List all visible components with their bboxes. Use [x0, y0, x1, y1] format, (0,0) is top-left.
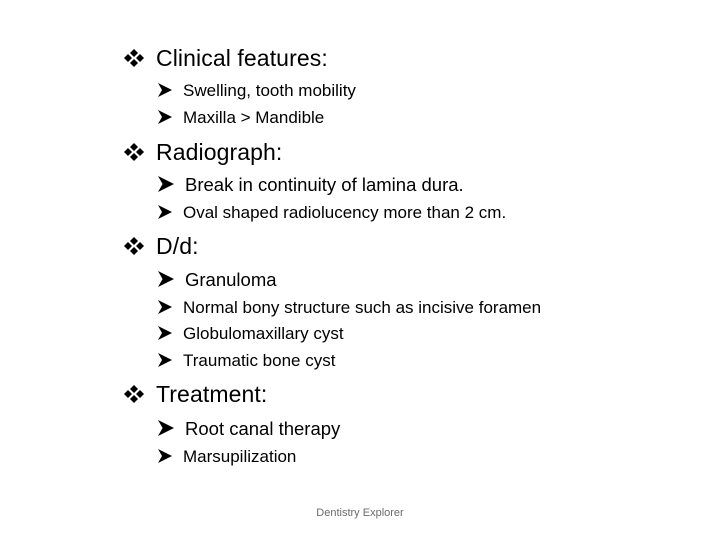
bullet-item	[158, 417, 340, 441]
arrowhead-icon	[158, 174, 174, 190]
heading-text: Radiograph:	[156, 139, 283, 165]
arrowhead-icon	[158, 203, 172, 217]
arrowhead-icon	[158, 418, 174, 434]
bullet-item	[158, 80, 356, 102]
bullet-item	[158, 297, 541, 319]
bullet-text: Normal bony structure such as incisive foramen	[183, 298, 542, 317]
arrowhead-icon	[158, 269, 174, 285]
bullet-text: Marsupilization	[183, 447, 297, 466]
bullet-text: Granuloma	[185, 269, 277, 290]
section-heading-clinical-features	[122, 44, 328, 72]
bullet-item	[158, 268, 277, 292]
section-heading-dd	[122, 232, 199, 260]
bullet-text: Globulomaxillary cyst	[183, 324, 344, 343]
bullet-item	[158, 202, 506, 224]
bullet-item	[158, 173, 464, 197]
four-diamond-icon	[122, 385, 146, 403]
footer-watermark: Dentistry Explorer	[316, 507, 404, 519]
bullet-text: Break in continuity of lamina dura.	[185, 174, 464, 195]
bullet-text: Swelling, tooth mobility	[183, 81, 356, 100]
four-diamond-icon	[122, 143, 146, 161]
section-heading-radiograph	[122, 138, 282, 166]
four-diamond-icon	[122, 49, 146, 67]
heading-text: D/d:	[156, 233, 199, 259]
bullet-item	[158, 323, 344, 345]
bullet-text: Maxilla > Mandible	[183, 108, 325, 127]
heading-text: Clinical features:	[156, 45, 328, 71]
four-diamond-icon	[122, 237, 146, 255]
bullet-text: Traumatic bone cyst	[183, 351, 336, 370]
heading-text: Treatment:	[156, 381, 268, 407]
bullet-item	[158, 350, 335, 372]
arrowhead-icon	[158, 351, 172, 365]
arrowhead-icon	[158, 447, 172, 461]
bullet-item	[158, 107, 324, 129]
bullet-text: Root canal therapy	[185, 418, 341, 439]
arrowhead-icon	[158, 298, 172, 312]
arrowhead-icon	[158, 108, 172, 122]
arrowhead-icon	[158, 324, 172, 338]
arrowhead-icon	[158, 81, 172, 95]
bullet-text: Oval shaped radiolucency more than 2 cm.	[183, 203, 507, 222]
section-heading-treatment	[122, 380, 267, 408]
bullet-item	[158, 446, 296, 468]
